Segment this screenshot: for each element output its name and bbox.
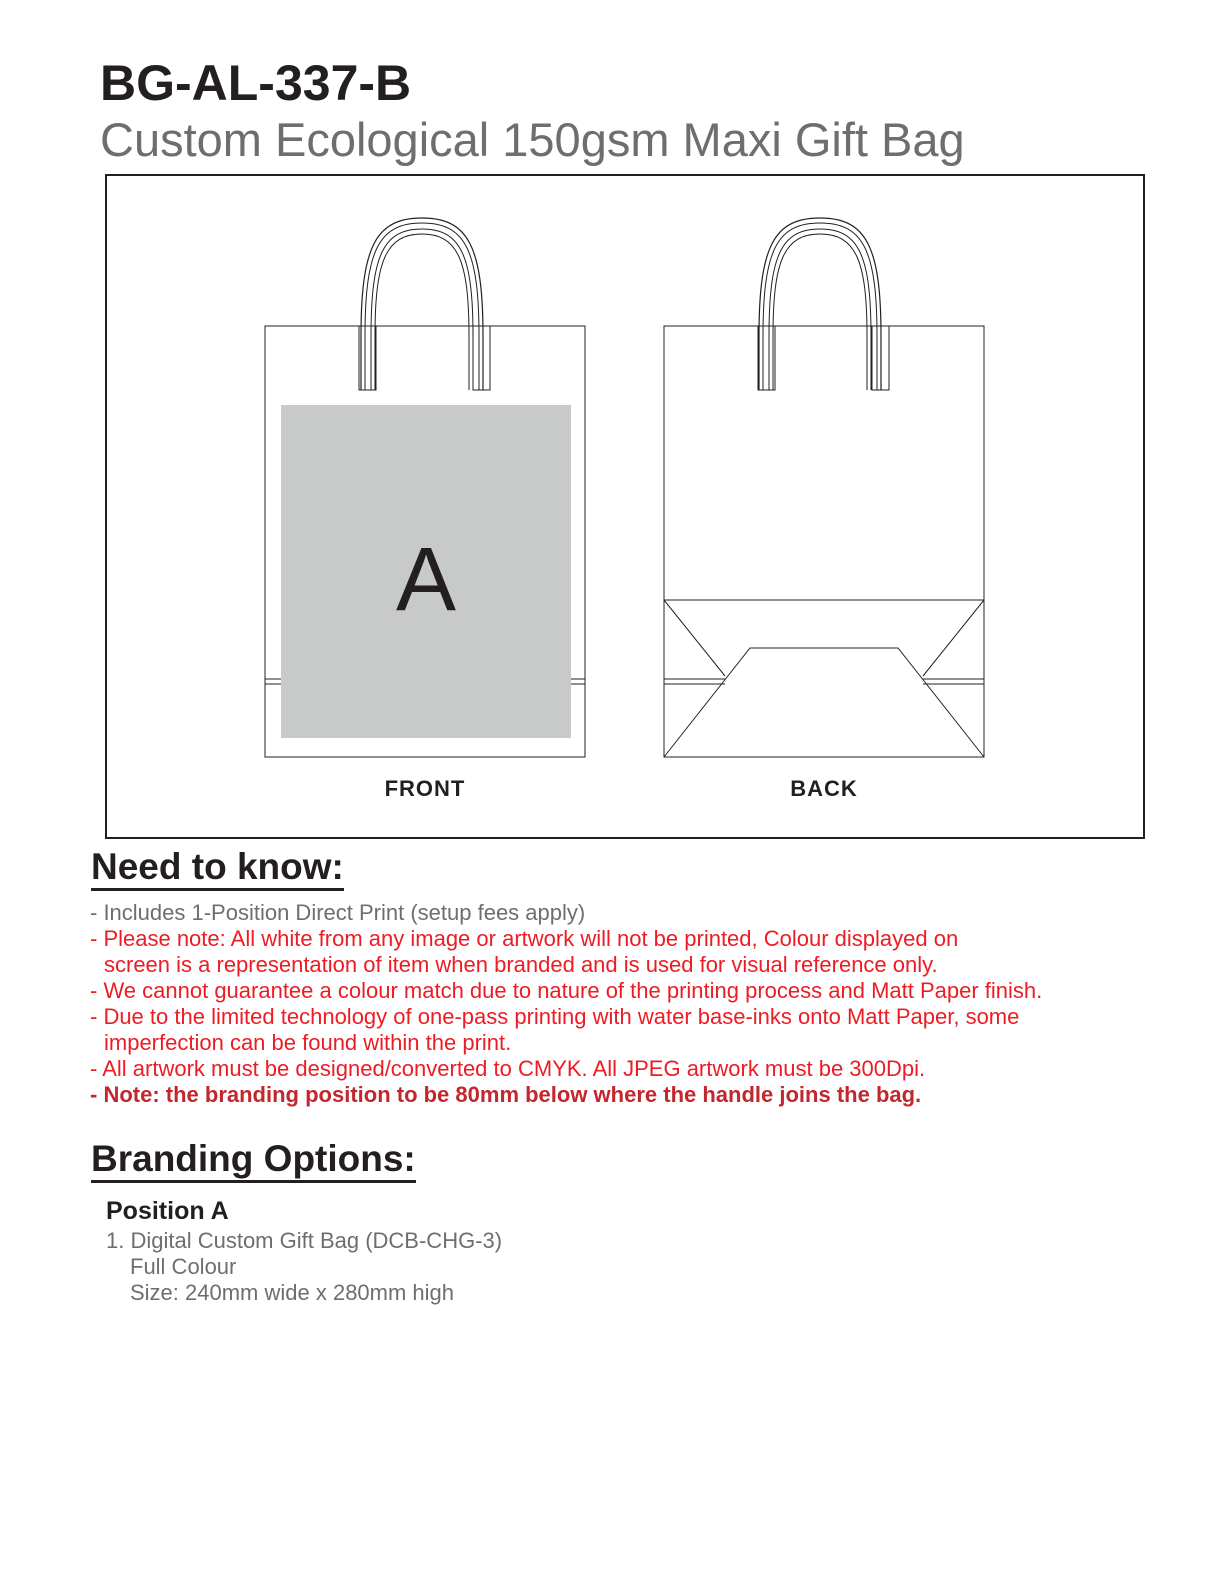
product-code: BG-AL-337-B [100, 55, 412, 111]
position-a-title: Position A [106, 1197, 229, 1225]
product-diagram-frame [105, 174, 1145, 839]
branding-option-name: 1. Digital Custom Gift Bag (DCB-CHG-3) [106, 1228, 503, 1253]
branding-option-colour: Full Colour [130, 1254, 237, 1279]
back-label: BACK [790, 776, 858, 801]
product-name: Custom Ecological 150gsm Maxi Gift Bag [100, 113, 965, 166]
print-area-letter: A [395, 530, 457, 630]
branding-option-list [106, 1228, 502, 1306]
branding-options-heading: Branding Options: [91, 1140, 416, 1183]
branding-option-size: Size: 240mm wide x 280mm high [130, 1280, 455, 1305]
need-to-know-notes [90, 900, 1170, 1108]
need-to-know-heading: Need to know: [91, 848, 344, 891]
front-label: FRONT [384, 776, 466, 801]
note-item: - All artwork must be designed/converted to CMYK. All JPEG artwork must be 300Dpi. [90, 1056, 926, 1081]
note-item: - Due to the limited technology of one-pass printing with water base-inks onto Matt Paper, some imperfection can be found within the print. [90, 1004, 1020, 1055]
front-bag-drawing [265, 218, 585, 757]
note-item: - Please note: All white from any image or artwork will not be printed, Colour displayed on screen is a representation of item when branded and is used for visual reference only. [90, 926, 959, 977]
note-item: - Includes 1-Position Direct Print (setup fees apply) [90, 900, 586, 925]
note-item: - We cannot guarantee a colour match due to nature of the printing process and Matt Paper finish. [90, 978, 1043, 1003]
back-bag-drawing [664, 218, 984, 757]
bag-diagram [107, 176, 1143, 837]
note-item: - Note: the branding position to be 80mm below where the handle joins the bag. [90, 1082, 922, 1107]
